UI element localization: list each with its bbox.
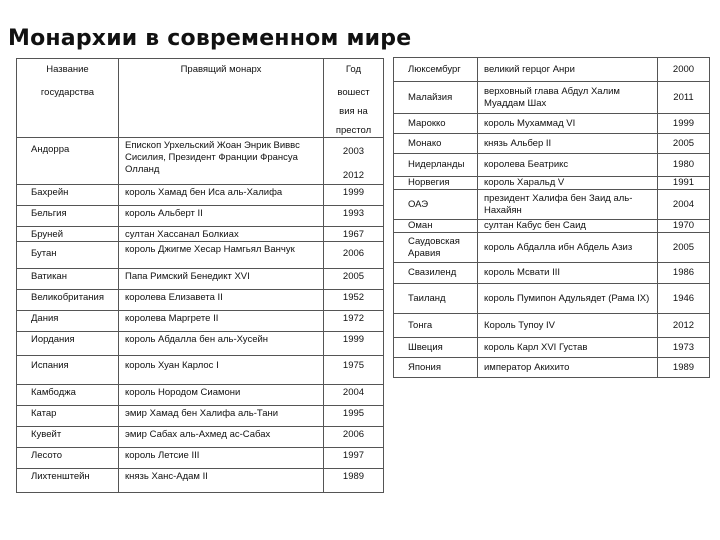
year-cell: 1989 — [658, 358, 710, 378]
country-cell: Бутан — [17, 242, 119, 269]
country-cell: Испания — [17, 356, 119, 385]
year-cell: 2006 — [324, 427, 384, 448]
monarch-cell: эмир Сабах аль-Ахмед ас-Сабах — [119, 427, 324, 448]
monarch-cell: король Хуан Карлос I — [119, 356, 324, 385]
table-row — [394, 220, 710, 233]
country-cell: Таиланд — [394, 284, 478, 314]
country-cell: Ватикан — [17, 269, 119, 290]
year-cell: 1952 — [324, 290, 384, 311]
table-row — [17, 311, 384, 332]
table-row — [394, 134, 710, 154]
monarch-cell: король Мухаммад VI — [478, 114, 658, 134]
table-row — [394, 233, 710, 263]
table-row — [394, 190, 710, 220]
monarch-cell: эмир Хамад бен Халифа аль-Тани — [119, 406, 324, 427]
monarch-cell: князь Альбер II — [478, 134, 658, 154]
monarch-cell: султан Хассанал Болкиах — [119, 227, 324, 242]
monarch-cell: королева Маргрете II — [119, 311, 324, 332]
header-country-line1: Название — [46, 64, 89, 75]
monarch-cell: король Карл XVI Густав — [478, 338, 658, 358]
country-cell: Нидерланды — [394, 154, 478, 177]
table-row — [394, 263, 710, 284]
monarch-cell: король Абдалла бен аль-Хусейн — [119, 332, 324, 356]
monarchies-table-left — [16, 58, 384, 493]
table-row — [17, 227, 384, 242]
year-cell: 1972 — [324, 311, 384, 332]
monarch-cell: король Мсвати III — [478, 263, 658, 284]
table-row — [17, 356, 384, 385]
year-cell: 1970 — [658, 220, 710, 233]
header-year-line2: вошест — [337, 87, 370, 98]
country-cell: Кувейт — [17, 427, 119, 448]
country-cell: Оман — [394, 220, 478, 233]
year-cell: 2004 — [658, 190, 710, 220]
country-cell: Норвегия — [394, 177, 478, 190]
year-cell: 1986 — [658, 263, 710, 284]
year-cell: 1980 — [658, 154, 710, 177]
header-monarch — [119, 59, 324, 138]
year-cell: 2012 — [658, 314, 710, 338]
table-row — [17, 242, 384, 269]
table-row — [17, 206, 384, 227]
year-cell: 2006 — [324, 242, 384, 269]
country-cell: Лесото — [17, 448, 119, 469]
monarch-cell: президент Халифа бен Заид аль-Нахайян — [478, 190, 658, 220]
header-country-line2: государства — [40, 87, 95, 98]
country-cell: Лихтенштейн — [17, 469, 119, 493]
monarch-cell: Король Тупоу IV — [478, 314, 658, 338]
country-cell: Бельгия — [17, 206, 119, 227]
year-cell: 2000 — [658, 58, 710, 82]
table-row — [394, 358, 710, 378]
table-row — [394, 154, 710, 177]
table-row — [394, 177, 710, 190]
monarch-cell: султан Кабус бен Саид — [478, 220, 658, 233]
country-cell: Монако — [394, 134, 478, 154]
monarch-cell: король Летсие III — [119, 448, 324, 469]
table-row — [17, 269, 384, 290]
year-value: 2003 — [342, 146, 365, 157]
country-cell: Дания — [17, 311, 119, 332]
table-row — [17, 469, 384, 493]
year-cell: 2011 — [658, 82, 710, 114]
monarch-cell: король Альберт II — [119, 206, 324, 227]
header-monarch-text: Правящий монарх — [180, 64, 262, 75]
country-cell: ОАЭ — [394, 190, 478, 220]
country-cell: Иордания — [17, 332, 119, 356]
monarch-cell: князь Ханс-Адам II — [119, 469, 324, 493]
year-cell: 1993 — [324, 206, 384, 227]
country-cell: Люксембург — [394, 58, 478, 82]
monarch-cell: Епископ Урхельский Жоан Энрик Виввс Сисилия, Президент Франции Франсуа Олланд — [119, 138, 324, 185]
country-cell: Бахрейн — [17, 185, 119, 206]
country-cell: Бруней — [17, 227, 119, 242]
country-cell: Япония — [394, 358, 478, 378]
monarch-cell: великий герцог Анри — [478, 58, 658, 82]
header-country — [17, 59, 119, 138]
year-cell: 1999 — [658, 114, 710, 134]
table-row — [394, 114, 710, 134]
table-row — [394, 314, 710, 338]
country-cell: Саудовская Аравия — [394, 233, 478, 263]
country-cell: Катар — [17, 406, 119, 427]
year-cell: 2005 — [658, 233, 710, 263]
monarch-cell: королева Елизавета II — [119, 290, 324, 311]
country-cell: Андорра — [17, 138, 119, 185]
table-row — [394, 58, 710, 82]
table-row — [394, 338, 710, 358]
year-cell: 1989 — [324, 469, 384, 493]
page-title: Монархии в современном мире — [8, 26, 412, 51]
year-cell: 1991 — [658, 177, 710, 190]
monarch-cell: королева Беатрикс — [478, 154, 658, 177]
country-cell: Тонга — [394, 314, 478, 338]
year-cell — [324, 138, 384, 185]
country-cell: Великобритания — [17, 290, 119, 311]
table-row — [17, 290, 384, 311]
monarchies-table-right — [393, 57, 710, 378]
table-row — [17, 385, 384, 406]
table-row — [394, 284, 710, 314]
table-row — [17, 138, 384, 185]
year-cell: 1999 — [324, 332, 384, 356]
table-row — [17, 406, 384, 427]
year-value-second: 2012 — [342, 170, 365, 181]
monarch-cell: король Абдалла ибн Абдель Азиз — [478, 233, 658, 263]
monarch-cell: император Акихито — [478, 358, 658, 378]
monarch-cell: король Пумипон Адульядет (Рама IX) — [478, 284, 658, 314]
year-cell: 1995 — [324, 406, 384, 427]
table-row — [17, 427, 384, 448]
monarch-cell: верховный глава Абдул Халим Муаддам Шах — [478, 82, 658, 114]
year-cell: 1967 — [324, 227, 384, 242]
country-cell: Камбоджа — [17, 385, 119, 406]
header-year — [324, 59, 384, 138]
country-cell: Марокко — [394, 114, 478, 134]
year-cell: 1946 — [658, 284, 710, 314]
monarch-cell: король Джигме Хесар Намгьял Ванчук — [119, 242, 324, 269]
monarch-cell: король Хамад бен Иса аль-Халифа — [119, 185, 324, 206]
year-cell: 2005 — [324, 269, 384, 290]
monarch-cell: король Харальд V — [478, 177, 658, 190]
table-row — [17, 185, 384, 206]
country-cell: Малайзия — [394, 82, 478, 114]
header-year-line4: престол — [335, 125, 372, 136]
year-cell: 1973 — [658, 338, 710, 358]
header-year-line1: Год — [345, 64, 362, 75]
country-cell: Швеция — [394, 338, 478, 358]
table-row — [394, 82, 710, 114]
year-cell: 1975 — [324, 356, 384, 385]
monarch-cell: король Нородом Сиамони — [119, 385, 324, 406]
year-cell: 1999 — [324, 185, 384, 206]
year-cell: 2004 — [324, 385, 384, 406]
country-cell: Свазиленд — [394, 263, 478, 284]
table-header-row — [17, 59, 384, 138]
table-row — [17, 448, 384, 469]
monarch-cell: Папа Римский Бенедикт XVI — [119, 269, 324, 290]
table-row — [17, 332, 384, 356]
year-cell: 1997 — [324, 448, 384, 469]
header-year-line3: вия на — [339, 106, 368, 117]
year-cell: 2005 — [658, 134, 710, 154]
